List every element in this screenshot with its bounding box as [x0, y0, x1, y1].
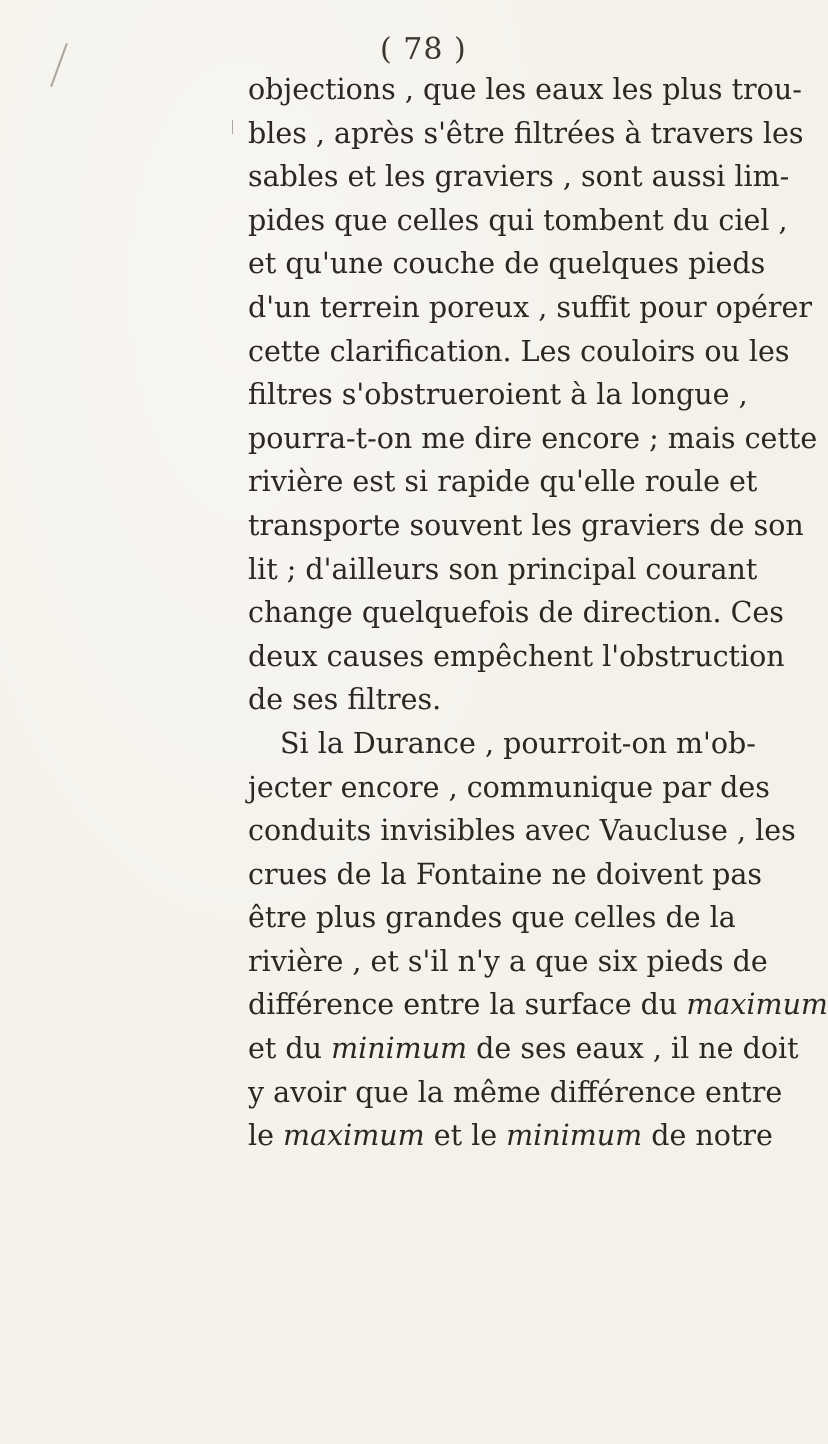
margin-mark — [232, 120, 233, 134]
text-line: Si la Durance , pourroit-on m'ob- — [280, 726, 756, 760]
text-line: crues de la Fontaine ne doivent pas — [248, 857, 762, 891]
text-line: bles , après s'être filtrées à travers les — [248, 116, 804, 150]
text-line: jecter encore , communique par des — [248, 770, 770, 804]
text-line: deux causes empêchent l'obstruction — [248, 639, 785, 673]
text-line: de ses filtres. — [248, 683, 442, 717]
text-line: pourra-t-on me dire encore ; mais cette — [248, 421, 818, 455]
body-text — [248, 68, 828, 1158]
text-line: sables et les graviers , sont aussi lim- — [248, 160, 790, 194]
text-line: le maximum et le minimum de notre — [248, 1119, 773, 1153]
margin-mark — [50, 43, 68, 87]
text-line: lit ; d'ailleurs son principal courant — [248, 552, 758, 586]
italic-word: minimum — [506, 1119, 643, 1153]
text-line: différence entre la surface du maximum — [248, 988, 828, 1022]
text-line: et qu'une couche de quelques pieds — [248, 247, 766, 281]
text-line: d'un terrein poreux , suffit pour opérer — [248, 290, 813, 324]
text-line: et du minimum de ses eaux , il ne doit — [248, 1032, 799, 1066]
italic-word: maximum — [686, 988, 828, 1022]
italic-word: minimum — [331, 1032, 468, 1066]
text-line: rivière , et s'il n'y a que six pieds de — [248, 944, 768, 978]
page-number: ( 78 ) — [380, 32, 467, 67]
text-line: être plus grandes que celles de la — [248, 901, 736, 935]
text-line: cette clarification. Les couloirs ou les — [248, 334, 790, 368]
text-line: pides que celles qui tombent du ciel , — [248, 203, 788, 237]
text-line: objections , que les eaux les plus trou- — [248, 73, 802, 106]
text-line: y avoir que la même différence entre — [248, 1075, 783, 1109]
text-line: transporte souvent les graviers de son — [248, 508, 804, 542]
text-line: filtres s'obstrueroient à la longue , — [248, 378, 748, 412]
text-line: rivière est si rapide qu'elle roule et — [248, 465, 758, 499]
text-line: change quelquefois de direction. Ces — [248, 596, 784, 630]
text-line: conduits invisibles avec Vaucluse , les — [248, 814, 796, 848]
italic-word: maximum — [283, 1119, 425, 1153]
